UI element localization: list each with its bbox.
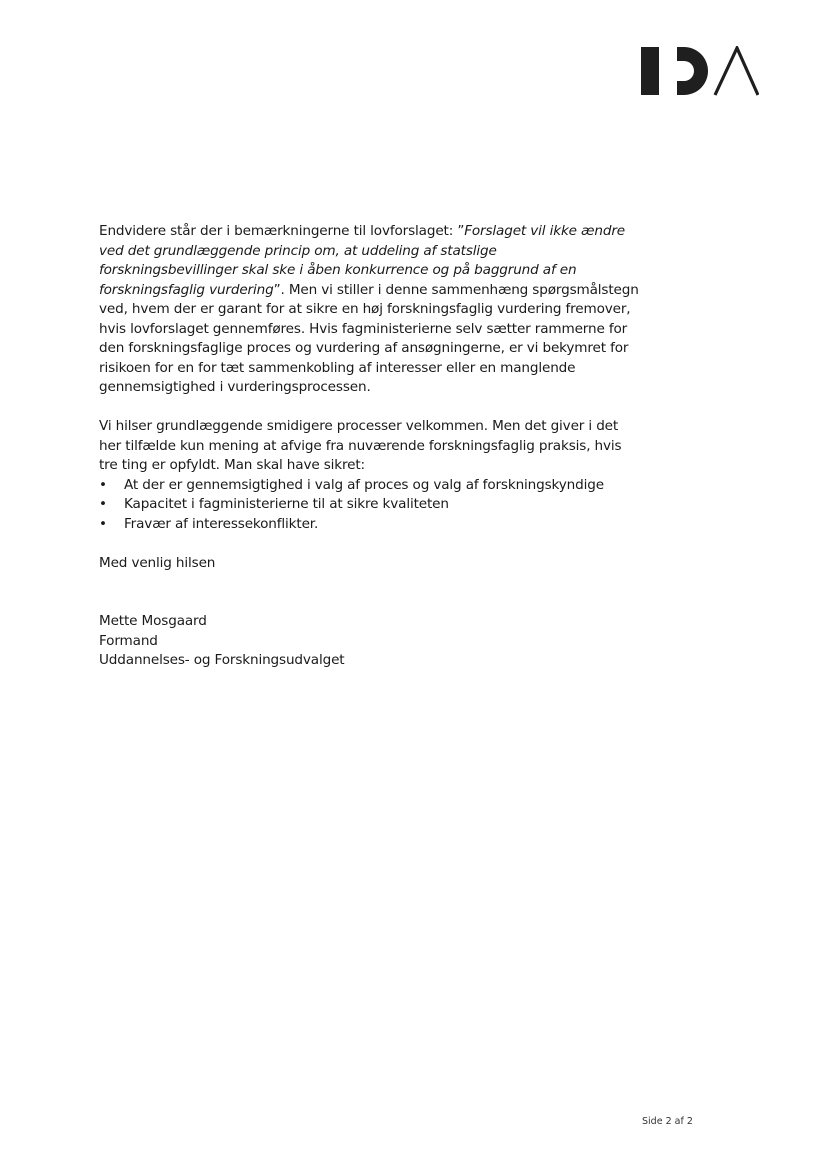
list-item-text: At der er gennemsigtighed i valg af proces og valg af forskningskyndige	[124, 476, 604, 493]
requirements-list	[99, 476, 639, 535]
bullet-glyph: •	[99, 496, 107, 512]
signature-title: Formand	[99, 632, 158, 649]
bullet-glyph: •	[99, 476, 107, 493]
bill-quote: Forslaget vil ikke ændre ved det grundlæggende princip om, at uddeling af statslige forskningsbevillinger skal ske i åben konkurrence og på baggrund af en forskningsfaglig vurdering	[99, 223, 626, 298]
list-item	[99, 495, 639, 515]
paragraph-1	[99, 222, 639, 398]
ida-logo	[641, 46, 759, 96]
list-item	[99, 476, 639, 496]
signature-committee: Uddannelses- og Forskningsudvalget	[99, 652, 345, 668]
list-item-text: Fravær af interessekonflikter.	[124, 515, 319, 532]
list-item-text: Kapacitet i fagministerierne til at sikre kvaliteten	[124, 496, 449, 512]
paragraph-2: Vi hilser grundlæggende smidigere processer velkommen. Men det giver i det her tilfælde kun mening at afvige fra nuværende forskningsfaglig praksis, hvis tre ting er opfyldt. Man skal have sikret:	[99, 418, 622, 473]
list-item	[99, 515, 639, 535]
closing: Med venlig hilsen	[99, 554, 216, 571]
bullet-glyph: •	[99, 515, 107, 532]
page-number: Side 2 af 2	[642, 1116, 693, 1127]
paragraph-1-tail: ”. Men vi stiller i denne sammenhæng spørgsmålstegn ved, hvem der er garant for at sikre en høj forskningsfaglig vurdering fremover, hvis lovforslaget gennemføres. Hvis fagministerierne selv sætter rammerne for den forskningsfaglige proces og vurdering af ansøgningerne, er vi bekymret for risikoen for en for tæt sammenkobling af interesser eller en manglende gennemsigtighed i vurderingsprocessen.	[99, 281, 639, 395]
letter-body	[99, 222, 639, 671]
signature-name: Mette Mosgaard	[99, 613, 207, 629]
paragraph-1-lead: Endvidere står der i bemærkningerne til lovforslaget: ”	[99, 223, 465, 239]
